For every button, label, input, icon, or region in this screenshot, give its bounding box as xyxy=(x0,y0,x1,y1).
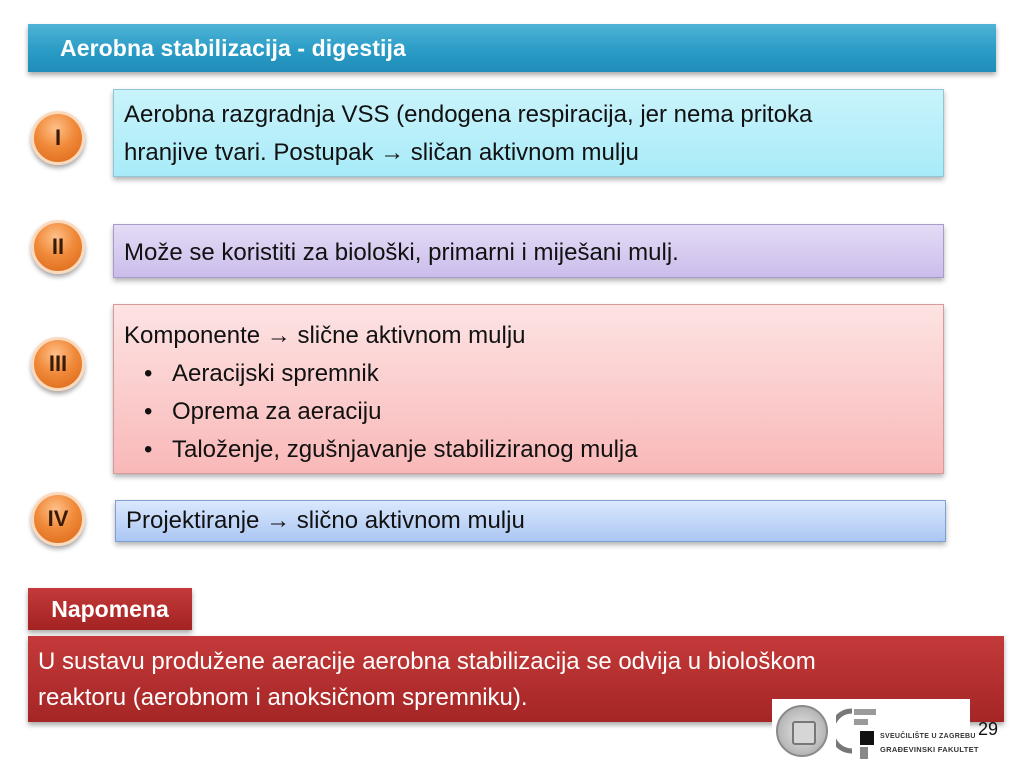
note-line-2: reaktoru (aerobnom i anoksičnom spremniku). xyxy=(38,684,528,711)
note-label-text: Napomena xyxy=(51,595,169,622)
badge-i-label: I xyxy=(54,125,62,150)
item-ii-text: Može se koristiti za biološki, primarni i miješani mulj. xyxy=(124,239,679,266)
slide-title-bar xyxy=(28,24,996,72)
item-iii-box xyxy=(113,304,944,474)
item-iv-text: Projektiranje → slično aktivnom mulju xyxy=(126,507,525,534)
item-iv-box xyxy=(115,500,946,542)
faculty-mark-icon xyxy=(836,705,880,761)
university-seal-icon xyxy=(776,705,828,757)
list-item: • Oprema za aeraciju xyxy=(172,393,933,431)
badge-iv xyxy=(31,492,85,546)
badge-iv-label: IV xyxy=(47,506,69,531)
logo-faculty-text: GRAĐEVINSKI FAKULTET xyxy=(880,745,979,754)
item-ii-box xyxy=(113,224,944,278)
item-i-line-1: Aerobna razgradnja VSS (endogena respiracija, jer nema pritoka xyxy=(124,101,813,128)
faculty-logo xyxy=(772,699,979,765)
badge-iii xyxy=(31,337,85,391)
badge-ii-label: II xyxy=(51,234,65,259)
note-label xyxy=(28,588,192,630)
item-iii-heading: Komponente → slične aktivnom mulju xyxy=(124,322,526,349)
list-item: • Aeracijski spremnik xyxy=(172,355,933,393)
item-i-line-2: hranjive tvari. Postupak → sličan aktivnom mulju xyxy=(124,139,639,166)
item-iii-bullet-list xyxy=(124,355,933,469)
badge-ii xyxy=(31,220,85,274)
badge-i xyxy=(31,111,85,165)
logo-university-text: SVEUČILIŠTE U ZAGREBU xyxy=(880,733,976,740)
page-number: 29 xyxy=(978,719,999,739)
note-line-1: U sustavu produžene aeracije aerobna stabilizacija se odvija u biološkom xyxy=(38,648,816,675)
slide-title: Aerobna stabilizacija - digestija xyxy=(60,34,406,61)
list-item: • Taloženje, zgušnjavanje stabiliziranog mulja xyxy=(172,431,933,469)
badge-iii-label: III xyxy=(48,351,68,376)
item-i-box xyxy=(113,89,944,177)
